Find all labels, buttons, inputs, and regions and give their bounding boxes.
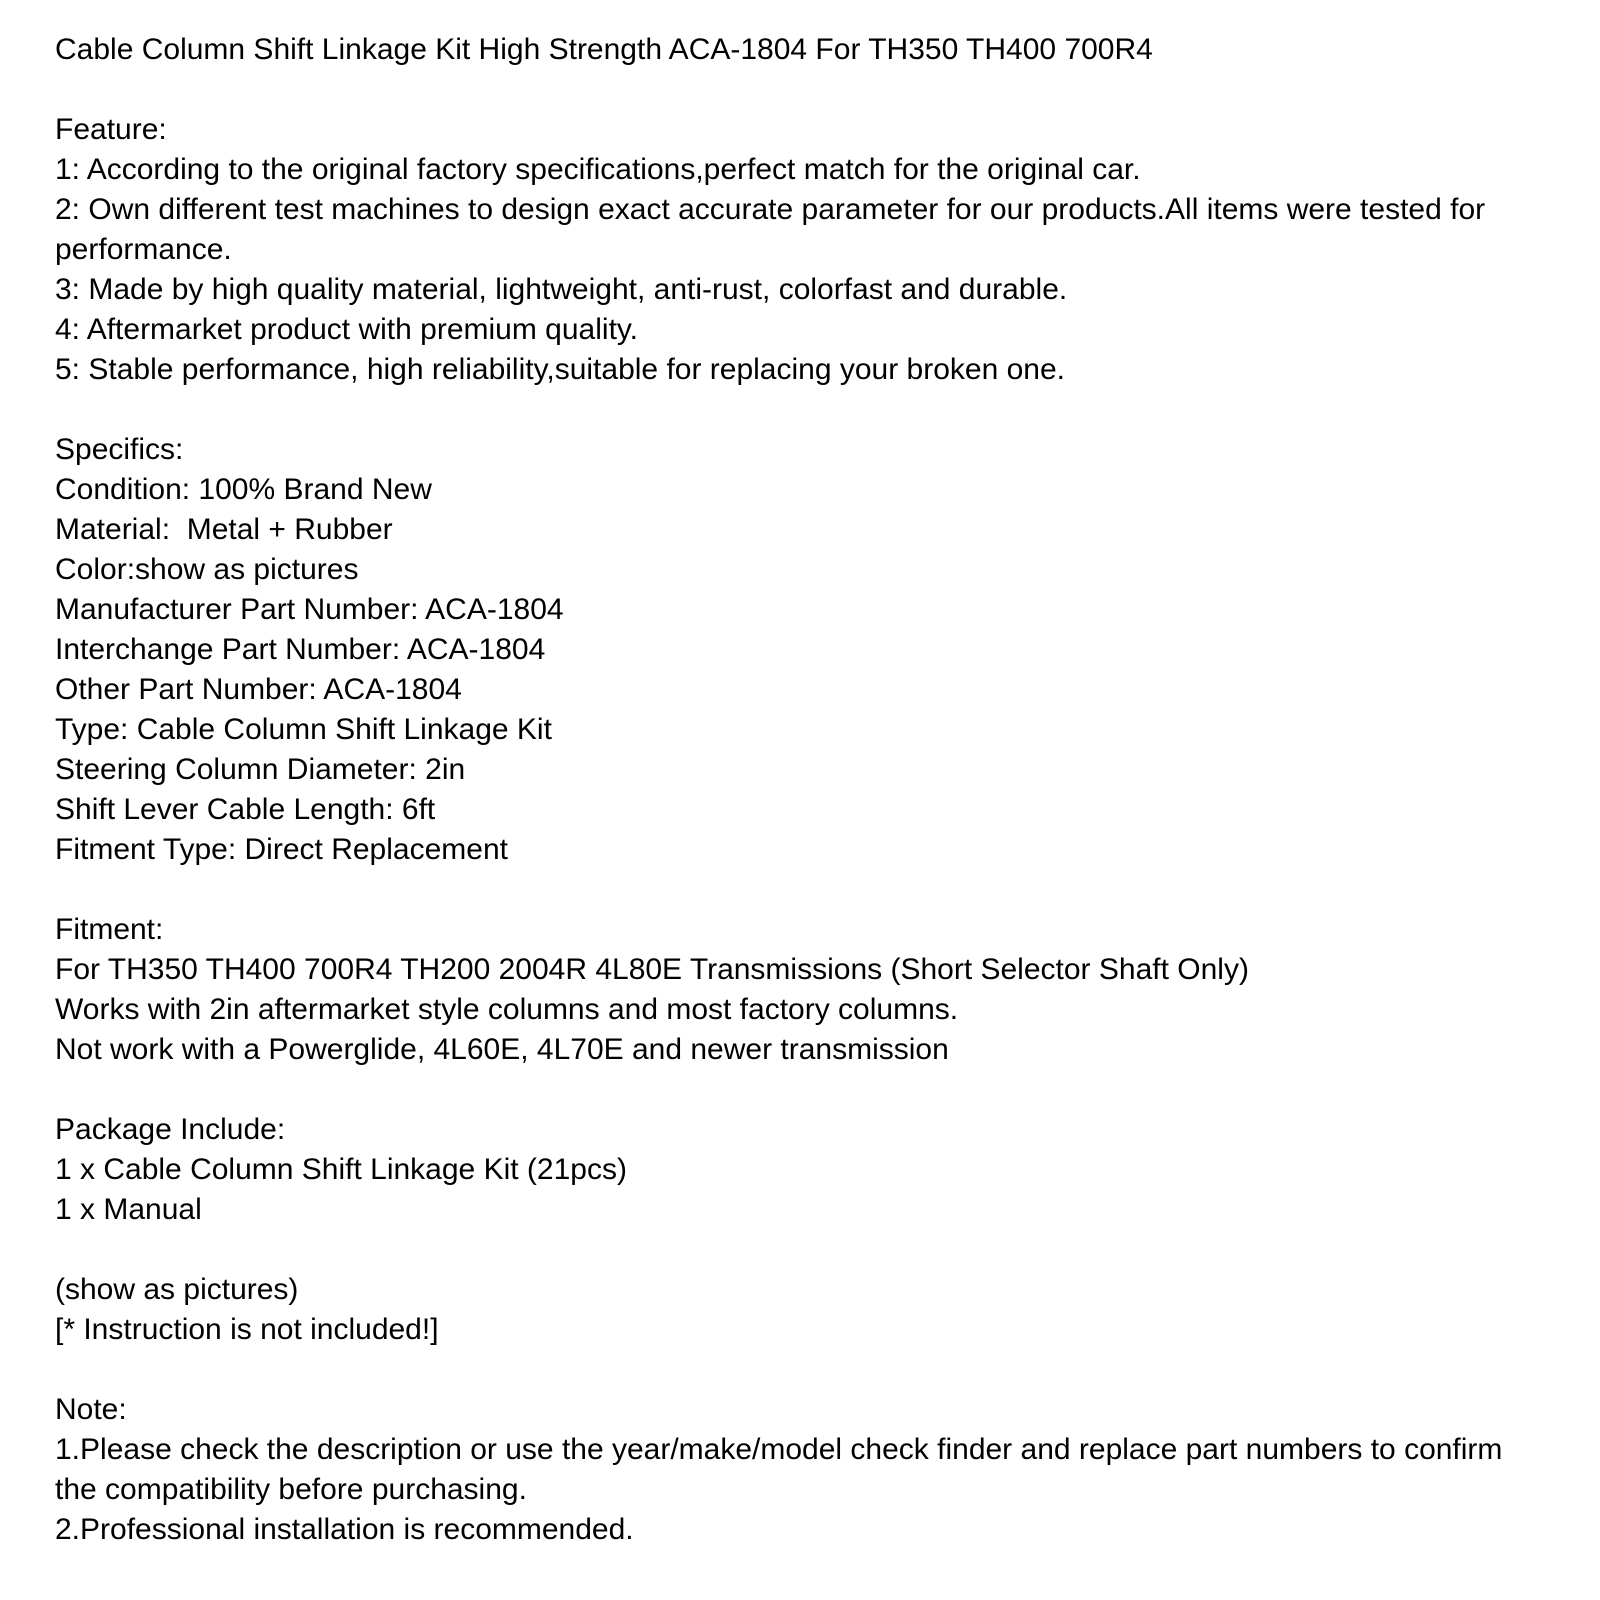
spec-material: Material: Metal + Rubber bbox=[55, 513, 393, 546]
spec-interchange-part-number: Interchange Part Number: ACA-1804 bbox=[55, 633, 546, 666]
feature-line: 2: Own different test machines to design exact accurate parameter for our products.All items were tested for bbox=[55, 193, 1486, 226]
spec-manufacturer-part-number: Manufacturer Part Number: ACA-1804 bbox=[55, 593, 564, 626]
note-heading: Note: bbox=[55, 1393, 127, 1426]
section-specifics bbox=[55, 430, 1550, 870]
section-fitment bbox=[55, 910, 1550, 1070]
section-package bbox=[55, 1110, 1550, 1230]
spec-steering-column-diameter: Steering Column Diameter: 2in bbox=[55, 753, 466, 786]
package-item: 1 x Cable Column Shift Linkage Kit (21pcs) bbox=[55, 1153, 627, 1186]
fitment-heading: Fitment: bbox=[55, 913, 164, 946]
spec-shift-lever-cable-length: Shift Lever Cable Length: 6ft bbox=[55, 793, 436, 826]
fitment-line: Not work with a Powerglide, 4L60E, 4L70E and newer transmission bbox=[55, 1033, 949, 1066]
note-line: the compatibility before purchasing. bbox=[55, 1473, 527, 1506]
spec-type: Type: Cable Column Shift Linkage Kit bbox=[55, 713, 552, 746]
note-line: 1.Please check the description or use the year/make/model check finder and replace part numbers to confirm bbox=[55, 1433, 1503, 1466]
specifics-heading: Specifics: bbox=[55, 433, 184, 466]
pictures-note-line: (show as pictures) bbox=[55, 1273, 299, 1306]
spec-fitment-type: Fitment Type: Direct Replacement bbox=[55, 833, 508, 866]
feature-line: performance. bbox=[55, 233, 232, 266]
section-title bbox=[55, 30, 1550, 70]
package-heading: Package Include: bbox=[55, 1113, 286, 1146]
feature-line: 3: Made by high quality material, lightweight, anti-rust, colorfast and durable. bbox=[55, 273, 1068, 306]
pictures-note-line: [* Instruction is not included!] bbox=[55, 1313, 439, 1346]
page-title: Cable Column Shift Linkage Kit High Strength ACA-1804 For TH350 TH400 700R4 bbox=[55, 33, 1153, 66]
fitment-line: For TH350 TH400 700R4 TH200 2004R 4L80E Transmissions (Short Selector Shaft Only) bbox=[55, 953, 1249, 986]
feature-line: 1: According to the original factory specifications,perfect match for the original car. bbox=[55, 153, 1141, 186]
spec-other-part-number: Other Part Number: ACA-1804 bbox=[55, 673, 462, 706]
spec-condition: Condition: 100% Brand New bbox=[55, 473, 432, 506]
section-note bbox=[55, 1390, 1550, 1550]
section-pictures-note bbox=[55, 1270, 1550, 1350]
feature-line: 4: Aftermarket product with premium quality. bbox=[55, 313, 639, 346]
fitment-line: Works with 2in aftermarket style columns and most factory columns. bbox=[55, 993, 959, 1026]
spec-color: Color:show as pictures bbox=[55, 553, 359, 586]
note-line: 2.Professional installation is recommended. bbox=[55, 1513, 634, 1546]
package-item: 1 x Manual bbox=[55, 1193, 202, 1226]
section-feature bbox=[55, 110, 1550, 390]
feature-heading: Feature: bbox=[55, 113, 167, 146]
feature-line: 5: Stable performance, high reliability,suitable for replacing your broken one. bbox=[55, 353, 1066, 386]
